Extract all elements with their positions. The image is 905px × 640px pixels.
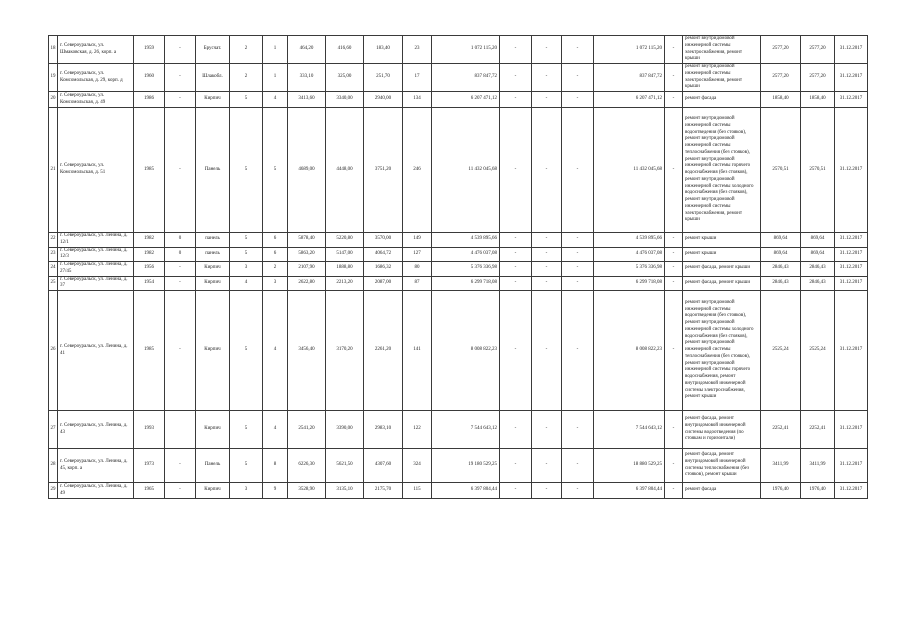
owners-cost-cell: 7 544 643,12 (594, 411, 665, 449)
premises-area-cell: 1888,80 (326, 262, 364, 277)
region-cost-cell: - (532, 449, 562, 483)
local-cost-cell: - (562, 36, 594, 64)
fund-cost-cell: - (500, 483, 532, 499)
owners-cost-cell: 8 008 822,23 (594, 291, 665, 411)
floors-cell: 5 (230, 233, 263, 248)
address-cell: г. Североуральск, ул. Ленина, д. 49 (58, 483, 134, 499)
residential-area-cell: 1686,32 (364, 262, 403, 277)
other-cost-cell: - (665, 64, 683, 92)
works-cell: ремонт крыши (683, 247, 761, 262)
works-cell: ремонт фасада (683, 92, 761, 108)
other-cost-cell: - (665, 36, 683, 64)
row-number: 25 (49, 276, 58, 291)
fund-cost-cell: - (500, 449, 532, 483)
year-cell: 1982 (134, 233, 165, 248)
reconstruction-year-cell: 0 (165, 247, 196, 262)
fund-cost-cell: - (500, 108, 532, 233)
total-area-cell: 333,10 (288, 64, 326, 92)
total-cost-cell: 4 476 037,08 (432, 247, 500, 262)
region-cost-cell: - (532, 36, 562, 64)
unit-cost-limit-cell: 2577,20 (801, 64, 835, 92)
year-cell: 1985 (134, 108, 165, 233)
unit-cost-limit-cell: 1858,40 (801, 92, 835, 108)
other-cost-cell: - (665, 483, 683, 499)
other-cost-cell: - (665, 247, 683, 262)
residents-cell: 324 (403, 449, 432, 483)
owners-cost-cell: 5 376 336,98 (594, 262, 665, 277)
unit-cost-limit-cell: 1976,40 (801, 483, 835, 499)
unit-cost-cell: 2525,24 (761, 291, 801, 411)
row-number: 27 (49, 411, 58, 449)
entrances-cell: 6 (263, 233, 288, 248)
total-area-cell: 6226,30 (288, 449, 326, 483)
residents-cell: 115 (403, 483, 432, 499)
entrances-cell: 9 (263, 483, 288, 499)
residential-area-cell: 2983,10 (364, 411, 403, 449)
total-area-cell: 2107,90 (288, 262, 326, 277)
wall-material-cell: Кирпич (196, 411, 230, 449)
address-cell: г. Североуральск, ул. Шмаковская, д. 26, корп. а (58, 36, 134, 64)
floors-cell: 2 (230, 36, 263, 64)
total-cost-cell: 4 539 895,66 (432, 233, 500, 248)
entrances-cell: 2 (263, 262, 288, 277)
owners-cost-cell: 4 476 037,08 (594, 247, 665, 262)
entrances-cell: 4 (263, 411, 288, 449)
table-row (49, 276, 868, 291)
floors-cell: 3 (230, 262, 263, 277)
unit-cost-cell: 1858,40 (761, 92, 801, 108)
year-cell: 1985 (134, 291, 165, 411)
fund-cost-cell: - (500, 36, 532, 64)
reconstruction-year-cell: - (165, 262, 196, 277)
unit-cost-limit-cell: 2846,43 (801, 262, 835, 277)
table-row (49, 411, 868, 449)
unit-cost-cell: 2577,20 (761, 64, 801, 92)
floors-cell: 2 (230, 64, 263, 92)
residents-cell: 149 (403, 233, 432, 248)
row-number: 18 (49, 36, 58, 64)
wall-material-cell: панель (196, 233, 230, 248)
entrances-cell: 4 (263, 291, 288, 411)
premises-area-cell: 416,60 (326, 36, 364, 64)
fund-cost-cell: - (500, 262, 532, 277)
owners-cost-cell: 1 072 115,20 (594, 36, 665, 64)
local-cost-cell: - (562, 262, 594, 277)
unit-cost-limit-cell: 2525,24 (801, 291, 835, 411)
entrances-cell: 8 (263, 449, 288, 483)
year-cell: 1956 (134, 262, 165, 277)
address-cell: г. Североуральск, ул. Ленина, д. 12/3 (58, 247, 134, 262)
residential-area-cell: 2175,70 (364, 483, 403, 499)
row-number: 24 (49, 262, 58, 277)
wall-material-cell: Брусчат. (196, 36, 230, 64)
total-cost-cell: 11 432 045,68 (432, 108, 500, 233)
premises-area-cell: 3390,00 (326, 411, 364, 449)
total-area-cell: 3528,90 (288, 483, 326, 499)
other-cost-cell: - (665, 233, 683, 248)
row-number: 23 (49, 247, 58, 262)
deadline-cell: 31.12.2017 (835, 36, 868, 64)
unit-cost-cell: 2252,41 (761, 411, 801, 449)
unit-cost-limit-cell: 869,64 (801, 247, 835, 262)
premises-area-cell: 3170,20 (326, 291, 364, 411)
owners-cost-cell: 6 299 718,08 (594, 276, 665, 291)
local-cost-cell: - (562, 449, 594, 483)
works-cell: ремонт фасада, ремонт крыши (683, 262, 761, 277)
wall-material-cell: Кирпич (196, 262, 230, 277)
total-area-cell: 2622,80 (288, 276, 326, 291)
region-cost-cell: - (532, 276, 562, 291)
unit-cost-limit-cell: 869,64 (801, 233, 835, 248)
region-cost-cell: - (532, 262, 562, 277)
owners-cost-cell: 4 539 895,66 (594, 233, 665, 248)
unit-cost-cell: 2577,20 (761, 36, 801, 64)
year-cell: 1959 (134, 36, 165, 64)
reconstruction-year-cell: - (165, 36, 196, 64)
works-cell: ремонт внутридомовой инженерной системы электроснабжения, ремонт крыши (683, 64, 761, 92)
row-number: 22 (49, 233, 58, 248)
total-area-cell: 3456,40 (288, 291, 326, 411)
local-cost-cell: - (562, 411, 594, 449)
year-cell: 1982 (134, 247, 165, 262)
deadline-cell: 31.12.2017 (835, 411, 868, 449)
reconstruction-year-cell: - (165, 449, 196, 483)
entrances-cell: 1 (263, 64, 288, 92)
residential-area-cell: 251,70 (364, 64, 403, 92)
works-cell: ремонт крыши (683, 233, 761, 248)
entrances-cell: 3 (263, 276, 288, 291)
address-cell: г. Североуральск, ул. Ленина, д. 27/45 (58, 262, 134, 277)
works-cell: ремонт внутридомовой инженерной системы водоотведения (без стояков), ремонт внутридомовой инженерной системы холодного водоснабжения (без стояков), ремонт внутридомовой инженерной системы теплоснабжения (без стояков), ремонт внутридомовой инженерной системы горячего водоснабжения, ремонт внутридомовой инженерной системы электроснабжения, ремонт крыши (683, 291, 761, 411)
owners-cost-cell: 6 207 471,12 (594, 92, 665, 108)
residential-area-cell: 2087,00 (364, 276, 403, 291)
total-cost-cell: 6 299 718,08 (432, 276, 500, 291)
unit-cost-cell: 2570,51 (761, 108, 801, 233)
other-cost-cell: - (665, 411, 683, 449)
residential-area-cell: 183,40 (364, 36, 403, 64)
premises-area-cell: 3135,10 (326, 483, 364, 499)
local-cost-cell: - (562, 291, 594, 411)
deadline-cell: 31.12.2017 (835, 108, 868, 233)
unit-cost-limit-cell: 2846,43 (801, 276, 835, 291)
total-area-cell: 2541,20 (288, 411, 326, 449)
year-cell: 1954 (134, 276, 165, 291)
floors-cell: 5 (230, 108, 263, 233)
repair-register-table (48, 35, 868, 499)
row-number: 28 (49, 449, 58, 483)
region-cost-cell: - (532, 64, 562, 92)
deadline-cell: 31.12.2017 (835, 483, 868, 499)
other-cost-cell: - (665, 262, 683, 277)
works-cell: ремонт фасада (683, 483, 761, 499)
unit-cost-limit-cell: 2570,51 (801, 108, 835, 233)
premises-area-cell: 5621,50 (326, 449, 364, 483)
works-cell: ремонт внутридомовой инженерной системы водоотведения (без стояков), ремонт внутридомовой инженерной системы теплоснабжения (без стояков), ремонт внутридомовой инженерной системы горячего водоснабжения (без стояков), ремонт внутридомовой инженерной системы холодного водоснабжения (без стояков), ремонт внутридомовой инженерной системы электроснабжения, ремонт крыши (683, 108, 761, 233)
year-cell: 1965 (134, 483, 165, 499)
reconstruction-year-cell: 0 (165, 233, 196, 248)
local-cost-cell: - (562, 64, 594, 92)
wall-material-cell: панель (196, 247, 230, 262)
region-cost-cell: - (532, 411, 562, 449)
premises-area-cell: 2213,20 (326, 276, 364, 291)
year-cell: 1986 (134, 92, 165, 108)
total-area-cell: 5878,40 (288, 233, 326, 248)
residents-cell: 87 (403, 276, 432, 291)
table-body (49, 36, 868, 499)
entrances-cell: 6 (263, 247, 288, 262)
premises-area-cell: 3340,00 (326, 92, 364, 108)
residential-area-cell: 3751,20 (364, 108, 403, 233)
year-cell: 1960 (134, 64, 165, 92)
region-cost-cell: - (532, 233, 562, 248)
row-number: 26 (49, 291, 58, 411)
year-cell: 1973 (134, 449, 165, 483)
unit-cost-limit-cell: 3411,99 (801, 449, 835, 483)
reconstruction-year-cell: - (165, 92, 196, 108)
table-row (49, 92, 868, 108)
other-cost-cell: - (665, 108, 683, 233)
premises-area-cell: 5147,00 (326, 247, 364, 262)
fund-cost-cell: - (500, 247, 532, 262)
region-cost-cell: - (532, 247, 562, 262)
reconstruction-year-cell: - (165, 276, 196, 291)
works-cell: ремонт фасада, ремонт внутридомовой инженерной системы теплоснабжения (без стояков), ремонт крыши (683, 449, 761, 483)
wall-material-cell: Кирпич (196, 291, 230, 411)
total-area-cell: 4689,00 (288, 108, 326, 233)
deadline-cell: 31.12.2017 (835, 291, 868, 411)
total-cost-cell: 6 397 804,44 (432, 483, 500, 499)
deadline-cell: 31.12.2017 (835, 276, 868, 291)
owners-cost-cell: 6 397 804,44 (594, 483, 665, 499)
unit-cost-cell: 869,64 (761, 233, 801, 248)
deadline-cell: 31.12.2017 (835, 247, 868, 262)
total-cost-cell: 837 847,72 (432, 64, 500, 92)
premises-area-cell: 4448,00 (326, 108, 364, 233)
address-cell: г. Североуральск, ул. Ленина, д. 41 (58, 291, 134, 411)
local-cost-cell: - (562, 233, 594, 248)
address-cell: г. Североуральск, ул. Комсомольская, д. 29, корп. д (58, 64, 134, 92)
row-number: 19 (49, 64, 58, 92)
works-cell: ремонт фасада, ремонт крыши (683, 276, 761, 291)
other-cost-cell: - (665, 92, 683, 108)
residential-area-cell: 3570,00 (364, 233, 403, 248)
address-cell: г. Североуральск, ул. Ленина, д. 12/1 (58, 233, 134, 248)
fund-cost-cell: - (500, 92, 532, 108)
table-row (49, 247, 868, 262)
works-cell: ремонт внутридомовой инженерной системы электроснабжения, ремонт крыши (683, 36, 761, 64)
total-cost-cell: 7 544 643,12 (432, 411, 500, 449)
premises-area-cell: 325,00 (326, 64, 364, 92)
table-row (49, 483, 868, 499)
total-area-cell: 5863,20 (288, 247, 326, 262)
address-cell: г. Североуральск, ул. Ленина, д. 45, корп. а (58, 449, 134, 483)
owners-cost-cell: 18 880 529,25 (594, 449, 665, 483)
other-cost-cell: - (665, 449, 683, 483)
reconstruction-year-cell: - (165, 483, 196, 499)
reconstruction-year-cell: - (165, 291, 196, 411)
year-cell: 1993 (134, 411, 165, 449)
works-cell: ремонт фасада, ремонт внутридомовой инженерной системы водоотведения (по стоякам и горизонтали) (683, 411, 761, 449)
wall-material-cell: Шлакобл. (196, 64, 230, 92)
unit-cost-cell: 1976,40 (761, 483, 801, 499)
region-cost-cell: - (532, 483, 562, 499)
floors-cell: 3 (230, 483, 263, 499)
table-row (49, 108, 868, 233)
table-row (49, 449, 868, 483)
address-cell: г. Североуральск, ул. Комсомольская, д. 51 (58, 108, 134, 233)
unit-cost-cell: 2846,43 (761, 262, 801, 277)
residential-area-cell: 4064,72 (364, 247, 403, 262)
region-cost-cell: - (532, 92, 562, 108)
region-cost-cell: - (532, 108, 562, 233)
fund-cost-cell: - (500, 291, 532, 411)
reconstruction-year-cell (165, 411, 196, 449)
unit-cost-limit-cell: 2577,20 (801, 36, 835, 64)
total-cost-cell: 19 180 529,25 (432, 449, 500, 483)
deadline-cell: 31.12.2017 (835, 449, 868, 483)
total-area-cell: 3413,60 (288, 92, 326, 108)
fund-cost-cell: - (500, 411, 532, 449)
residents-cell: 246 (403, 108, 432, 233)
floors-cell: 5 (230, 247, 263, 262)
deadline-cell: 31.12.2017 (835, 64, 868, 92)
total-cost-cell: 8 008 822,23 (432, 291, 500, 411)
total-cost-cell: 6 207 471,12 (432, 92, 500, 108)
total-cost-cell: 1 072 115,20 (432, 36, 500, 64)
local-cost-cell: - (562, 247, 594, 262)
deadline-cell: 31.12.2017 (835, 92, 868, 108)
address-cell: г. Североуральск, ул. Ленина, д. 43 (58, 411, 134, 449)
unit-cost-cell: 2846,43 (761, 276, 801, 291)
entrances-cell: 1 (263, 36, 288, 64)
table-row (49, 262, 868, 277)
reconstruction-year-cell: - (165, 64, 196, 92)
floors-cell: 5 (230, 411, 263, 449)
row-number: 29 (49, 483, 58, 499)
wall-material-cell: Кирпич (196, 483, 230, 499)
total-cost-cell: 5 376 336,98 (432, 262, 500, 277)
owners-cost-cell: 837 847,72 (594, 64, 665, 92)
region-cost-cell: - (532, 291, 562, 411)
residents-cell: 17 (403, 64, 432, 92)
wall-material-cell: Кирпич (196, 276, 230, 291)
floors-cell: 5 (230, 449, 263, 483)
residents-cell: 122 (403, 411, 432, 449)
row-number: 20 (49, 92, 58, 108)
fund-cost-cell: - (500, 276, 532, 291)
residential-area-cell: 2261,20 (364, 291, 403, 411)
reconstruction-year-cell: - (165, 108, 196, 233)
address-cell: г. Североуральск, ул. Ленина, д. 37 (58, 276, 134, 291)
wall-material-cell: Панель (196, 108, 230, 233)
residents-cell: 80 (403, 262, 432, 277)
deadline-cell: 31.12.2017 (835, 262, 868, 277)
unit-cost-cell: 3411,99 (761, 449, 801, 483)
unit-cost-limit-cell: 2252,41 (801, 411, 835, 449)
address-cell: г. Североуральск, ул. Комсомольская, д. 49 (58, 92, 134, 108)
floors-cell: 4 (230, 276, 263, 291)
fund-cost-cell: - (500, 64, 532, 92)
deadline-cell: 31.12.2017 (835, 233, 868, 248)
table-row (49, 291, 868, 411)
residents-cell: 23 (403, 36, 432, 64)
local-cost-cell: - (562, 108, 594, 233)
local-cost-cell: - (562, 276, 594, 291)
residents-cell: 127 (403, 247, 432, 262)
residential-area-cell: 4307,60 (364, 449, 403, 483)
table-row (49, 36, 868, 64)
premises-area-cell: 5220,80 (326, 233, 364, 248)
owners-cost-cell: 11 432 045,68 (594, 108, 665, 233)
other-cost-cell: - (665, 276, 683, 291)
other-cost-cell: - (665, 291, 683, 411)
table-row (49, 233, 868, 248)
residents-cell: 141 (403, 291, 432, 411)
wall-material-cell: Панель (196, 449, 230, 483)
fund-cost-cell: - (500, 233, 532, 248)
floors-cell: 5 (230, 92, 263, 108)
local-cost-cell: - (562, 92, 594, 108)
row-number: 21 (49, 108, 58, 233)
residential-area-cell: 2940,00 (364, 92, 403, 108)
residents-cell: 134 (403, 92, 432, 108)
table-row (49, 64, 868, 92)
floors-cell: 5 (230, 291, 263, 411)
unit-cost-cell: 869,64 (761, 247, 801, 262)
total-area-cell: 464,20 (288, 36, 326, 64)
wall-material-cell: Кирпич (196, 92, 230, 108)
local-cost-cell: - (562, 483, 594, 499)
entrances-cell: 5 (263, 108, 288, 233)
entrances-cell: 4 (263, 92, 288, 108)
